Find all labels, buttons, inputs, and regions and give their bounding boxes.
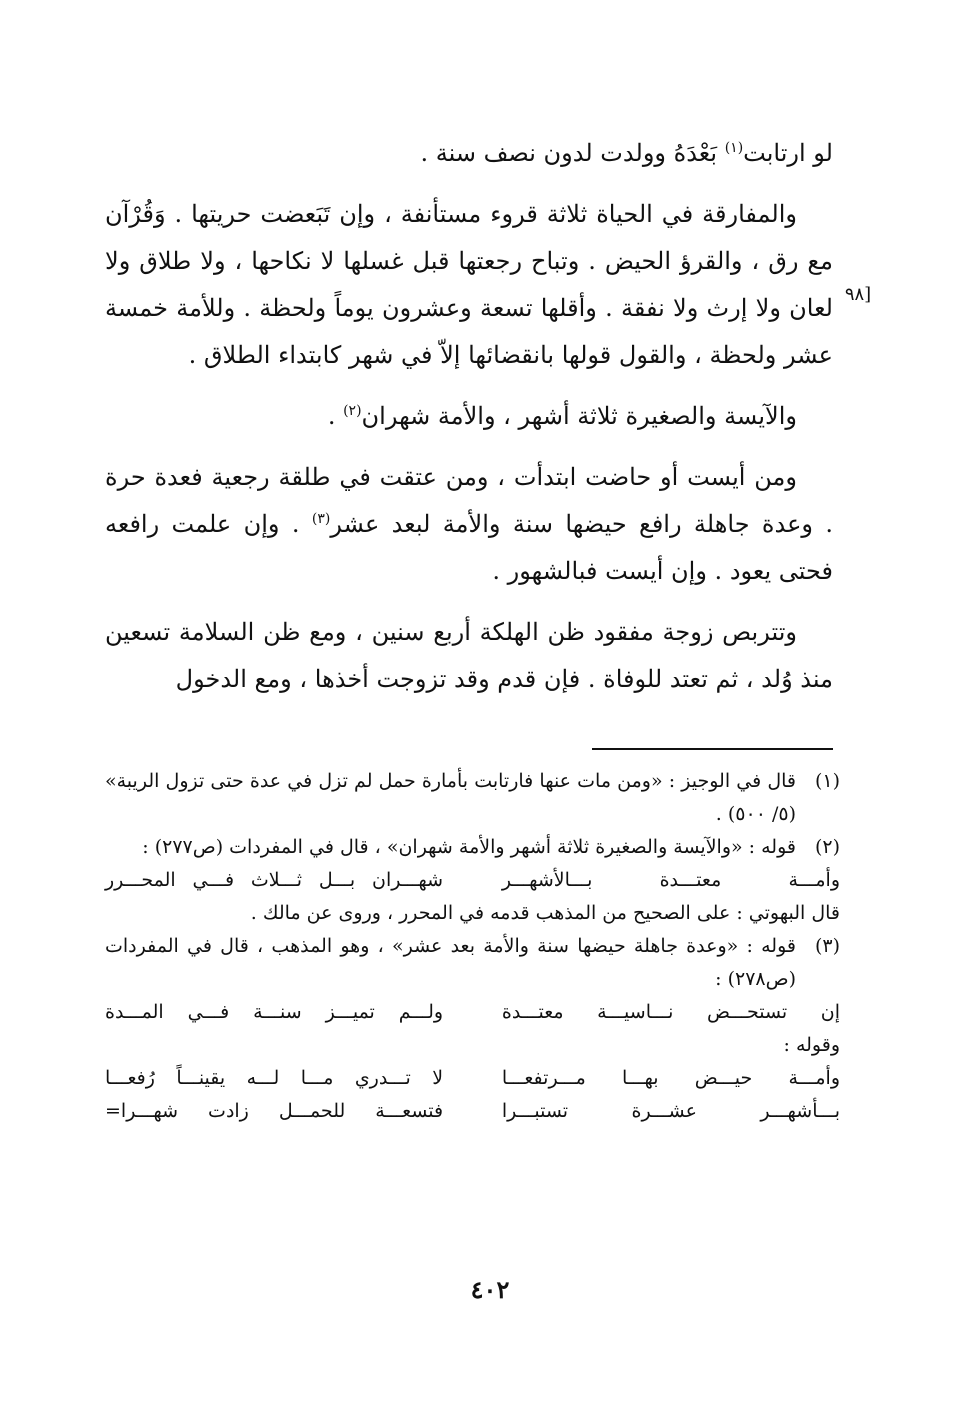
main-text (105, 130, 833, 703)
footnote-1-number: (١) (814, 770, 840, 792)
footnote-1-text: قال في الوجيز : «ومن مات عنها فارتابت بأمارة حمل لم تزل في عدة حتى تزول الريبة» (٥/ ٥٠٠) . (105, 770, 796, 825)
footnote-2-text: قوله : «والآيسة والصغيرة ثلاثة أشهر والأمة شهران» ، قال في المفردات (ص٢٧٧) : (142, 836, 796, 858)
footnote-ref-2[interactable]: (٢) (343, 403, 362, 419)
footnote-2 (105, 831, 840, 864)
paragraph-1 (105, 130, 833, 177)
paragraph-3-text-b: . (327, 402, 344, 430)
verse-left-hemistich: لا تـــدري مـــا لـــه يقينـــاً رُفعـــا (105, 1067, 444, 1089)
verse-right-hemistich: بـــأشهـــر عشـــرة تستبـــرا (501, 1100, 840, 1122)
paragraph-4-text-a: ومن أيست أو حاضت ابتدأت ، ومن عتقت في طلقة رجعية فعدة حرة . وعدة جاهلة رافع حيضها سنة والأمة لبعد عشر (105, 463, 833, 538)
footnote-3 (105, 930, 840, 996)
paragraph-4 (105, 454, 833, 595)
footnote-2-verse (105, 864, 840, 897)
footnote-ref-1[interactable]: (١) (724, 140, 744, 156)
verse-left-hemistich: شهـــران بـــل ثـــلاث فـــي المحـــرر (105, 869, 444, 891)
footnote-3-verse-2 (105, 1062, 840, 1095)
verse-left-hemistich: فتسعـــة للحمـــل زادت شهـــرا= (105, 1100, 444, 1122)
verse-right-hemistich: وأمـــة حيـــض بهـــا مـــرتفعـــا (501, 1067, 840, 1089)
verse-left-hemistich: ولـــم تميـــز سنـــة فـــي المـــدة (105, 1001, 444, 1023)
page-number: ٤٠٢ (470, 1275, 510, 1304)
footnote-2-number: (٢) (814, 836, 840, 858)
footnotes (105, 765, 840, 1128)
verse-right-hemistich: وأمـــة معتـــدة بـــالأشهـــر (501, 869, 840, 891)
verse-right-hemistich: إن تستحـــض نـــاسيـــة معتـــدة (501, 1001, 840, 1023)
footnote-3-mid-text: وقوله : (783, 1034, 840, 1056)
paragraph-1-text-a: لو ارتابت (743, 139, 833, 167)
footnote-3-text: قوله : «وعدة جاهلة حيضها سنة والأمة بعد عشر» ، وهو المذهب ، قال في المفردات (ص٢٧٨) : (105, 935, 796, 990)
footnote-3-mid (105, 1029, 840, 1062)
paragraph-3 (105, 393, 833, 440)
paragraph-3-text-a: والآيسة والصغيرة ثلاثة أشهر ، والأمة شهران (361, 402, 797, 430)
paragraph-2: والمفارقة في الحياة ثلاثة قروء مستأنفة ، وإن تَبَعضت حريتها . وَقُرْآن مع رق ، والقرؤ الحيض . وتباح رجعتها قبل غسلها لا نكاحها ، ولا طلاق ولا لعان ولا إرث ولا نفقة . وأقلها تسعة وعشرون يوماً ولحظة . وللأمة خمسة عشر ولحظة ، والقول قولها بانقضائها إلاّ في شهر كابتداء الطلاق . (105, 200, 834, 369)
footnote-separator (592, 748, 833, 750)
manuscript-page-marker: [٩٨ (844, 284, 872, 305)
footnote-3-number: (٣) (814, 935, 840, 957)
paragraph-4-text-b: . وإن علمت رافعه فحتى يعود . وإن أيست فبالشهور . (105, 510, 833, 585)
footnote-1 (105, 765, 840, 831)
footnote-3-verse-3 (105, 1095, 840, 1128)
paragraph-1-text-b: بَعْدَهُ وولدت لدون نصف سنة . (420, 139, 725, 167)
footnote-2-after-text: قال البهوتي : على الصحيح من المذهب قدمه في المحرر ، وروى عن مالك . (250, 902, 840, 924)
footnote-3-verse-1 (105, 996, 840, 1029)
paragraph-5: وتتربص زوجة مفقود ظن الهلكة أربع سنين ، ومع ظن السلامة تسعين منذ وُلد ، ثم تعتد للوفاة . فإن قدم وقد تزوجت أخذها ، ومع الدخول (105, 618, 833, 693)
footnote-ref-3[interactable]: (٣) (311, 511, 331, 527)
footnote-2-continuation (105, 897, 840, 930)
